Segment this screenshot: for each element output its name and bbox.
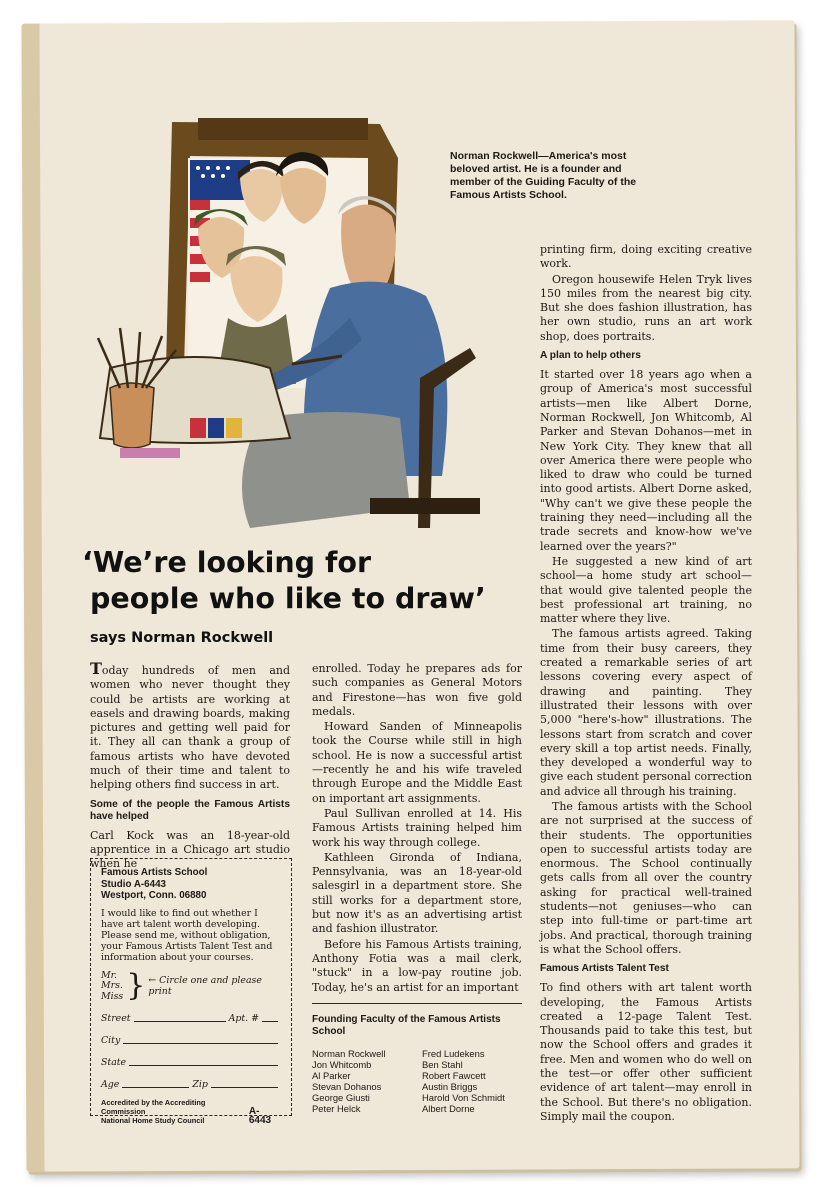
accreditation-line-2: National Home Study Council bbox=[101, 1116, 205, 1125]
rockwell-illustration bbox=[80, 118, 510, 538]
faculty-member: Ben Stahl bbox=[422, 1059, 463, 1070]
faculty-member: Stevan Dohanos bbox=[312, 1081, 382, 1092]
faculty-member: George Giusti bbox=[312, 1092, 370, 1103]
city-row bbox=[101, 1034, 281, 1046]
street-row bbox=[101, 1012, 281, 1024]
faculty-list bbox=[312, 1048, 522, 1114]
headline bbox=[82, 545, 542, 617]
section-heading-plan: A plan to help others bbox=[540, 350, 641, 362]
zip-label: Zip bbox=[192, 1078, 208, 1090]
state-label: State bbox=[101, 1056, 127, 1068]
headline-line-2: people who like to draw’ bbox=[90, 582, 486, 615]
paragraph-talent-test: To find others with art talent worth developing, the Famous Artists created a 12-page Talent Test. Thousands paid to take this test, but now the School offers and grades it free. Men and women who do well on the test—or offer other sufficient evidence of art talent—may enroll in the School. But there's no obligation. Simply mail the coupon. bbox=[540, 981, 752, 1123]
coupon-code: A-6443 bbox=[248, 1106, 272, 1126]
byline: says Norman Rockwell bbox=[90, 630, 274, 646]
paragraph-paul-sullivan: Paul Sullivan enrolled at 14. His Famous Artists training helped him work his way through college. bbox=[312, 806, 522, 849]
headline-line-1: ‘We’re looking for bbox=[82, 546, 372, 579]
accreditation bbox=[101, 1098, 281, 1125]
caption-lead: Norman Rockwell bbox=[450, 150, 539, 162]
page-spine-edge bbox=[21, 24, 44, 1172]
paragraph-kathleen-gironda: Kathleen Gironda of Indiana, Pennsylvania, was an 18-year-old salesgirl in a department store. She still works for a department store, but now it's as an advertising artist and fashion illustrator. bbox=[312, 850, 522, 936]
paragraph-fotia-cont: printing firm, doing exciting creative work. bbox=[540, 243, 752, 271]
column-3 bbox=[540, 243, 752, 1125]
street-label: Street bbox=[101, 1012, 131, 1024]
coupon-address-line-3: Westport, Conn. 06880 bbox=[101, 890, 207, 901]
age-zip-row bbox=[101, 1078, 281, 1090]
honorific-mr[interactable]: Mr. bbox=[101, 969, 118, 981]
paragraph-anthony-fotia: Before his Famous Artists training, Anthony Fotia was a mail clerk, "stuck" in a low-pay routine job. Today, he's an artist for an important bbox=[312, 937, 522, 994]
street-field[interactable] bbox=[134, 1012, 226, 1022]
faculty-member: Fred Ludekens bbox=[422, 1048, 485, 1059]
age-label: Age bbox=[101, 1078, 120, 1090]
section-heading-helped: Some of the people the Famous Artists have helped bbox=[90, 798, 290, 822]
city-label: City bbox=[101, 1034, 121, 1046]
state-row bbox=[101, 1056, 281, 1068]
paragraph-history: It started over 18 years ago when a group of America's most successful artists—men like Albert Dorne, Norman Rockwell, Jon Whitcomb, Al Parker and Stevan Dohanos—met in New York City. They knew that all over America there were people who liked to draw who could be turned into good artists. Albert Dorne asked, "Why can't we give these people the training they need—including all the trade secrets and know-how we've learned over the years?" bbox=[540, 368, 752, 553]
caption-text: —America's most beloved artist. He is a founder and member of the Guiding Faculty of the Famous Artists School. bbox=[450, 150, 637, 201]
paragraph-helen-tryk: Oregon housewife Helen Tryk lives 150 miles from the nearest big city. But she does fashion illustration, has her own studio, runs an art work shop, does portraits. bbox=[540, 272, 752, 343]
faculty-member: Albert Dorne bbox=[422, 1103, 475, 1114]
paragraph-success: The famous artists with the School are not surprised at the success of their students. The opportunities open to successful artists today are enormous. The School continually gets calls from all over the country asking for practical well-trained students—not geniuses—who can step into full-time or part-time art jobs. And practical, thorough training is what the School offers. bbox=[540, 799, 752, 956]
intro-initial: T bbox=[90, 659, 102, 678]
section-heading-talent-test: Famous Artists Talent Test bbox=[540, 963, 669, 975]
intro-paragraph bbox=[90, 659, 290, 793]
apt-label: Apt. # bbox=[228, 1012, 259, 1024]
faculty-title: Founding Faculty of the Famous Artists School bbox=[312, 1014, 501, 1037]
coupon-request-text: I would like to find out whether I have art talent worth developing. Please send me, without obligation, your Famous Artists Talent Test and information about your courses. bbox=[101, 907, 273, 963]
paragraph-new-school: He suggested a new kind of art school—a home study art school—that would give talented people the best professional art training, no matter where they live. bbox=[540, 554, 752, 626]
honorific-selector[interactable] bbox=[101, 968, 281, 1004]
faculty-member: Austin Briggs bbox=[422, 1081, 478, 1092]
mail-coupon[interactable] bbox=[90, 858, 292, 1126]
zip-field[interactable] bbox=[211, 1078, 278, 1088]
column-1 bbox=[90, 659, 290, 873]
paragraph-howard-sanden: Howard Sanden of Minneapolis took the Course while still in high school. He is now a successful artist—recently he and his wife traveled through Europe and the Middle East on important art assignments. bbox=[312, 720, 522, 805]
apt-field[interactable] bbox=[262, 1012, 278, 1022]
state-field[interactable] bbox=[129, 1056, 278, 1066]
paragraph-lessons: The famous artists agreed. Taking time from their busy careers, they created a remarkable series of art lessons covering every aspect of drawing and painting. They illustrated their lessons with over 5,000 "here's-how" illustrations. The lessons start from scratch and cover every skill a top artist needs. Finally, they developed a wonderful way to give each student personal correction and advice all through his training. bbox=[540, 627, 752, 798]
faculty-member: Norman Rockwell bbox=[312, 1048, 386, 1059]
accreditation-line-1: Accredited by the Accrediting Commission bbox=[101, 1098, 206, 1116]
faculty-member: Al Parker bbox=[312, 1070, 351, 1081]
honorific-mrs[interactable]: Mrs. bbox=[101, 980, 123, 991]
faculty-member: Jon Whitcomb bbox=[312, 1059, 372, 1070]
paragraph-carl-kock: Carl Kock was an 18-year-old apprentice in a Chicago art studio when he bbox=[90, 828, 290, 871]
column-2 bbox=[312, 662, 522, 996]
faculty-rule bbox=[312, 1003, 522, 1004]
circle-instruction: ← Circle one and please print bbox=[148, 974, 262, 998]
age-field[interactable] bbox=[122, 1078, 189, 1088]
faculty-member: Robert Fawcett bbox=[422, 1070, 486, 1081]
brace-glyph: } bbox=[126, 968, 146, 1004]
coupon-address-line-1: Famous Artists School bbox=[101, 867, 208, 878]
city-field[interactable] bbox=[123, 1034, 278, 1044]
paragraph-carl-kock-cont: enrolled. Today he prepares ads for such companies as General Motors and Firestone—has won five gold medals. bbox=[312, 662, 522, 718]
faculty-member: Harold Von Schmidt bbox=[422, 1092, 505, 1103]
founding-faculty bbox=[312, 1003, 522, 1114]
faculty-member: Peter Helck bbox=[312, 1103, 361, 1114]
illustration-caption bbox=[450, 150, 650, 202]
coupon-address-line-2: Studio A-6443 bbox=[101, 878, 166, 890]
intro-text: oday hundreds of men and women who never thought they could be artists are working at easels and drawing boards, making pictures and getting well paid for it. They all can thank a group of famous artists who have devoted much of their time and talent to helping others find success in art. bbox=[90, 664, 290, 792]
honorific-miss[interactable]: Miss bbox=[101, 990, 124, 1002]
